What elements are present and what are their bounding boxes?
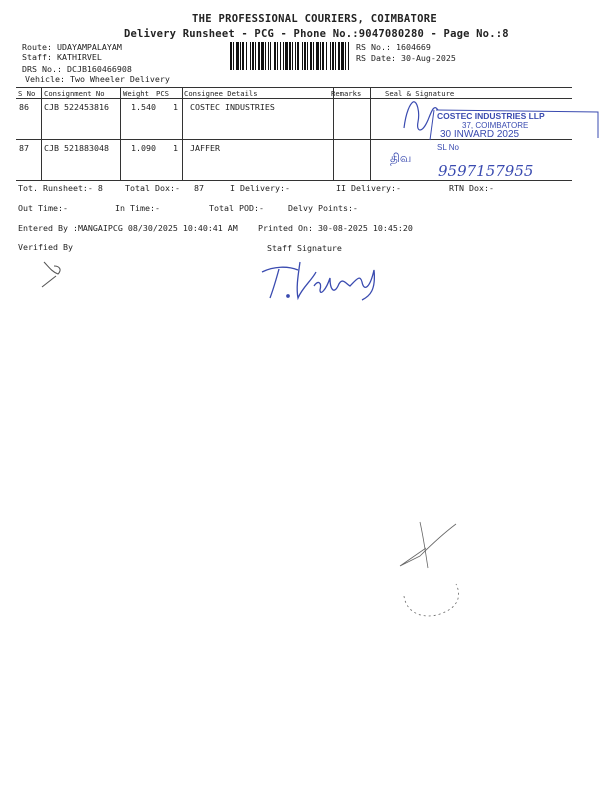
runsheet-subtitle: Delivery Runsheet - PCG - Phone No.:9047080280 - Page No.:8: [124, 28, 509, 40]
staff-label: Staff: KATHIRVEL: [22, 52, 102, 62]
vehicle-label: Vehicle: Two Wheeler Delivery: [25, 74, 170, 84]
row-pcs: 1: [173, 102, 178, 112]
total-dox-value: 87: [194, 183, 204, 193]
out-time: Out Time:-: [18, 203, 68, 213]
ii-delivery: II Delivery:-: [336, 183, 401, 193]
stamp-line-4: SL No: [437, 143, 459, 152]
row-sno: 87: [19, 143, 29, 153]
row-pcs: 1: [173, 143, 178, 153]
row-consignment: CJB 522453816: [44, 102, 109, 112]
tot-runsheet: Tot. Runsheet:- 8: [18, 183, 103, 193]
verified-mark: [42, 262, 60, 287]
i-delivery: I Delivery:-: [230, 183, 290, 193]
header-consignee: Consignee Details: [184, 89, 258, 98]
total-pod: Total POD:-: [209, 203, 264, 213]
rs-date: RS Date: 30-Aug-2025: [356, 53, 456, 63]
rs-number: RS No.: 1604669: [356, 42, 431, 52]
row-weight: 1.090: [131, 143, 156, 153]
staff-signature-text: [270, 299, 272, 300]
row-consignment: CJB 521883048: [44, 143, 109, 153]
rtn-dox: RTN Dox:-: [449, 183, 494, 193]
printed-on: Printed On: 30-08-2025 10:45:20: [258, 223, 413, 233]
stamp-line-1: COSTEC INDUSTRIES LLP: [437, 111, 545, 121]
header-seal: Seal & Signature: [385, 89, 455, 98]
row2-handwritten-name: திவ: [390, 151, 412, 165]
staff-signature: [262, 262, 374, 300]
total-dox-label: Total Dox:-: [125, 183, 180, 193]
staff-signature-label: Staff Signature: [267, 243, 342, 253]
header-remarks: Remarks: [331, 89, 362, 98]
verified-by-label: Verified By: [18, 242, 73, 252]
row2-handwritten-phone: 9597157955: [438, 162, 534, 180]
row-consignee: JAFFER: [190, 143, 220, 153]
header-weight: Weight: [123, 89, 149, 98]
header-pcs: PCS: [156, 89, 169, 98]
entered-by: Entered By :MANGAIPCG 08/30/2025 10:40:41 AM: [18, 223, 238, 233]
page-scribble: [400, 522, 459, 616]
header-consignment: Consignment No: [44, 89, 105, 98]
drs-number: DRS No.: DCJB160466908: [22, 64, 132, 74]
stamp-line-3: 30 INWARD 2025: [440, 129, 520, 140]
route-label: Route: UDAYAMPALAYAM: [22, 42, 122, 52]
row-consignee: COSTEC INDUSTRIES: [190, 102, 275, 112]
row-sno: 86: [19, 102, 29, 112]
stamp-line-2: 37, COIMBATORE: [462, 121, 529, 130]
in-time: In Time:-: [115, 203, 160, 213]
delvy-points: Delvy Points:-: [288, 203, 358, 213]
header-sno: S No: [18, 89, 36, 98]
company-title: THE PROFESSIONAL COURIERS, COIMBATORE: [192, 13, 437, 25]
row-weight: 1.540: [131, 102, 156, 112]
